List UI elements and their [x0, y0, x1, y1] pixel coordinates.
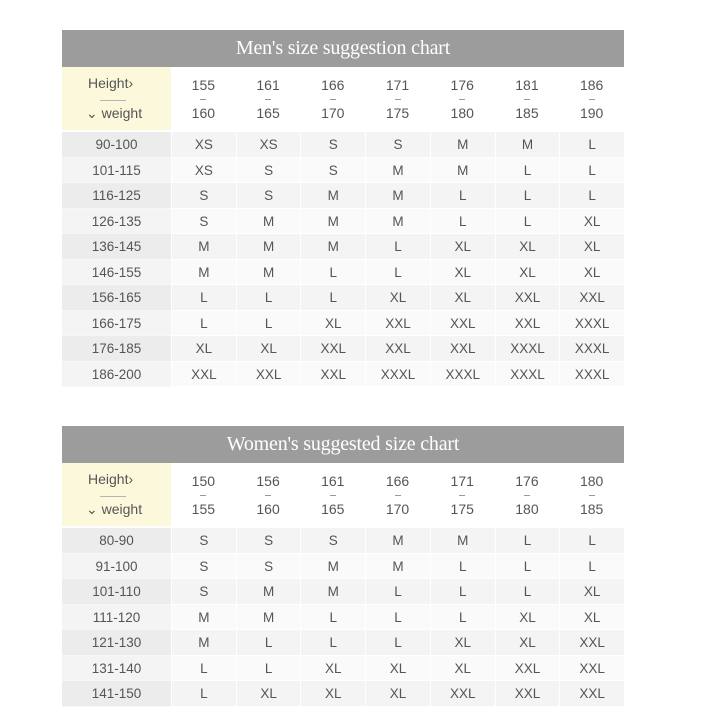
weight-range-cell: 80-90: [62, 528, 171, 554]
size-cell: XS: [171, 132, 236, 158]
height-range-header: [365, 67, 430, 130]
size-cell: XXXL: [559, 362, 624, 388]
size-cell: XXL: [430, 681, 495, 707]
height-range-to: 170: [385, 501, 410, 517]
size-cell: XXL: [430, 336, 495, 362]
table-row: [62, 630, 624, 656]
height-range-header: [559, 463, 624, 526]
size-cell: XL: [495, 605, 560, 631]
size-cell: S: [236, 528, 301, 554]
size-cell: M: [236, 209, 301, 235]
table-row: [62, 183, 624, 209]
size-cell: L: [430, 183, 495, 209]
range-dash: [200, 99, 206, 100]
weight-range-cell: 186-200: [62, 362, 171, 388]
size-cell: XXL: [559, 630, 624, 656]
size-cell: XXL: [495, 656, 560, 682]
size-cell: S: [171, 579, 236, 605]
table-row: [62, 605, 624, 631]
size-cell: XXL: [495, 285, 560, 311]
size-cell: S: [171, 209, 236, 235]
height-range-to: 165: [256, 105, 280, 121]
size-cell: L: [365, 630, 430, 656]
range-dash: [524, 99, 530, 100]
size-cell: M: [300, 183, 365, 209]
size-cell: XS: [236, 132, 301, 158]
table-row: [62, 528, 624, 554]
height-range-to: 180: [450, 105, 474, 121]
table-row: [62, 158, 624, 184]
height-range-header: [559, 67, 624, 130]
table-row: [62, 209, 624, 235]
range-dash: [330, 495, 336, 496]
height-range-from: 176: [515, 473, 539, 489]
size-cell: M: [171, 605, 236, 631]
size-cell: L: [171, 656, 236, 682]
range-dash: [395, 495, 401, 496]
weight-range-cell: 146-155: [62, 260, 171, 286]
size-cell: L: [495, 183, 560, 209]
chart-title: Women's suggested size chart: [62, 426, 624, 463]
size-cell: L: [430, 579, 495, 605]
size-cell: XL: [236, 336, 301, 362]
range-dash: [524, 495, 530, 496]
height-header-row: [62, 463, 624, 526]
size-cell: XXXL: [430, 362, 495, 388]
size-cell: L: [236, 656, 301, 682]
size-cell: L: [365, 260, 430, 286]
table-row: [62, 132, 624, 158]
size-cell: L: [559, 158, 624, 184]
size-cell: L: [236, 285, 301, 311]
size-cell: L: [236, 311, 301, 337]
height-range-from: 155: [191, 77, 216, 93]
size-cell: XL: [430, 260, 495, 286]
size-cell: S: [365, 132, 430, 158]
height-range-from: 171: [450, 473, 474, 489]
corner-divider: [100, 496, 126, 497]
table-row: [62, 260, 624, 286]
size-cell: L: [365, 579, 430, 605]
table-row: [62, 285, 624, 311]
size-cell: S: [236, 554, 301, 580]
size-cell: XL: [559, 605, 624, 631]
weight-range-cell: 176-185: [62, 336, 171, 362]
size-cell: S: [236, 158, 301, 184]
size-cell: M: [236, 579, 301, 605]
size-cell: L: [495, 554, 560, 580]
size-cell: XL: [300, 656, 365, 682]
range-dash: [200, 495, 206, 496]
size-cell: L: [300, 285, 365, 311]
height-range-from: 171: [385, 77, 410, 93]
size-cell: L: [495, 158, 560, 184]
size-cell: L: [365, 234, 430, 260]
height-range-header: [430, 67, 495, 130]
size-cell: XL: [300, 681, 365, 707]
height-range-header: [300, 463, 365, 526]
height-range-to: 160: [191, 105, 216, 121]
size-cell: XXL: [300, 362, 365, 388]
weight-range-cell: 101-115: [62, 158, 171, 184]
height-weight-corner: [62, 463, 171, 526]
size-cell: L: [300, 260, 365, 286]
weight-range-cell: 111-120: [62, 605, 171, 631]
weight-range-cell: 156-165: [62, 285, 171, 311]
height-range-from: 161: [256, 77, 280, 93]
size-cell: M: [300, 209, 365, 235]
weight-label: ⌄ weight: [86, 105, 143, 121]
size-cell: L: [559, 554, 624, 580]
size-cell: L: [495, 579, 560, 605]
size-cell: M: [365, 209, 430, 235]
weight-range-cell: 121-130: [62, 630, 171, 656]
table-row: [62, 234, 624, 260]
size-cell: M: [430, 132, 495, 158]
size-cell: S: [300, 132, 365, 158]
size-cell: L: [430, 209, 495, 235]
size-cell: M: [430, 528, 495, 554]
height-label: Height›: [88, 75, 134, 91]
size-cell: M: [495, 132, 560, 158]
size-cell: XL: [430, 656, 495, 682]
height-range-to: 185: [579, 501, 604, 517]
weight-range-cell: 141-150: [62, 681, 171, 707]
height-range-from: 186: [579, 77, 604, 93]
size-cell: M: [365, 183, 430, 209]
size-cell: XXXL: [559, 336, 624, 362]
women-size-chart: [62, 426, 624, 707]
weight-range-cell: 166-175: [62, 311, 171, 337]
height-range-from: 156: [256, 473, 280, 489]
height-label: Height›: [88, 471, 134, 487]
range-dash: [395, 99, 401, 100]
height-header-row: [62, 67, 624, 130]
size-cell: L: [171, 285, 236, 311]
range-dash: [265, 99, 271, 100]
size-cell: L: [559, 528, 624, 554]
size-cell: M: [300, 554, 365, 580]
size-cell: XL: [171, 336, 236, 362]
size-cell: L: [430, 554, 495, 580]
size-cell: XL: [430, 285, 495, 311]
weight-range-cell: 131-140: [62, 656, 171, 682]
height-range-from: 181: [515, 77, 539, 93]
size-cell: L: [171, 311, 236, 337]
height-range-header: [236, 463, 301, 526]
size-cell: XL: [495, 630, 560, 656]
size-cell: XL: [236, 681, 301, 707]
weight-range-cell: 126-135: [62, 209, 171, 235]
size-cell: XL: [495, 234, 560, 260]
size-cell: S: [171, 554, 236, 580]
height-weight-corner: [62, 67, 171, 130]
size-cell: M: [365, 528, 430, 554]
size-cell: XXL: [495, 681, 560, 707]
height-range-to: 185: [515, 105, 539, 121]
weight-range-cell: 116-125: [62, 183, 171, 209]
table-row: [62, 554, 624, 580]
height-range-from: 161: [321, 473, 345, 489]
table-row: [62, 311, 624, 337]
range-dash: [330, 99, 336, 100]
range-dash: [459, 99, 465, 100]
size-cell: L: [495, 528, 560, 554]
height-range-to: 175: [450, 501, 474, 517]
height-range-to: 175: [385, 105, 410, 121]
height-range-header: [300, 67, 365, 130]
size-cell: XL: [365, 681, 430, 707]
size-cell: XXL: [495, 311, 560, 337]
size-cell: XXL: [559, 681, 624, 707]
height-range-to: 165: [321, 501, 345, 517]
size-cell: XS: [171, 158, 236, 184]
height-range-to: 180: [515, 501, 539, 517]
height-range-header: [365, 463, 430, 526]
height-range-from: 166: [321, 77, 345, 93]
table-row: [62, 681, 624, 707]
size-cell: XL: [559, 260, 624, 286]
size-rows: [62, 528, 624, 707]
men-size-chart: [62, 30, 624, 387]
height-range-to: 170: [321, 105, 345, 121]
size-cell: XL: [430, 234, 495, 260]
height-range-from: 150: [191, 473, 216, 489]
size-cell: XL: [300, 311, 365, 337]
size-cell: S: [171, 528, 236, 554]
weight-range-cell: 90-100: [62, 132, 171, 158]
size-cell: M: [236, 605, 301, 631]
size-cell: XL: [559, 579, 624, 605]
size-cell: XL: [559, 209, 624, 235]
size-cell: XXL: [559, 656, 624, 682]
size-cell: XL: [495, 260, 560, 286]
height-range-header: [236, 67, 301, 130]
size-cell: L: [559, 132, 624, 158]
size-cell: M: [430, 158, 495, 184]
table-row: [62, 656, 624, 682]
size-cell: XXL: [236, 362, 301, 388]
size-cell: L: [559, 183, 624, 209]
size-cell: M: [300, 579, 365, 605]
weight-range-cell: 136-145: [62, 234, 171, 260]
size-cell: XL: [559, 234, 624, 260]
height-range-header: [171, 67, 236, 130]
size-cell: L: [300, 605, 365, 631]
size-cell: L: [430, 605, 495, 631]
size-cell: XXL: [365, 311, 430, 337]
weight-label: ⌄ weight: [86, 501, 143, 517]
height-range-to: 155: [191, 501, 216, 517]
size-cell: L: [236, 630, 301, 656]
size-cell: L: [171, 681, 236, 707]
size-cell: M: [171, 260, 236, 286]
table-row: [62, 336, 624, 362]
range-dash: [459, 495, 465, 496]
size-cell: M: [300, 234, 365, 260]
size-cell: S: [300, 528, 365, 554]
height-range-from: 180: [579, 473, 604, 489]
size-cell: XXXL: [495, 362, 560, 388]
size-cell: L: [300, 630, 365, 656]
size-cell: XXL: [171, 362, 236, 388]
size-cell: M: [236, 260, 301, 286]
size-cell: XXXL: [365, 362, 430, 388]
size-cell: M: [236, 234, 301, 260]
height-range-to: 190: [579, 105, 604, 121]
size-cell: M: [365, 554, 430, 580]
size-cell: S: [300, 158, 365, 184]
table-row: [62, 579, 624, 605]
size-cell: S: [236, 183, 301, 209]
size-cell: S: [171, 183, 236, 209]
range-dash: [265, 495, 271, 496]
weight-range-cell: 101-110: [62, 579, 171, 605]
chart-title: Men's size suggestion chart: [62, 30, 624, 67]
height-range-header: [171, 463, 236, 526]
size-cell: XXL: [559, 285, 624, 311]
size-cell: XXXL: [559, 311, 624, 337]
range-dash: [589, 495, 595, 496]
height-range-header: [495, 463, 560, 526]
corner-divider: [100, 100, 126, 101]
size-cell: M: [171, 234, 236, 260]
height-range-header: [430, 463, 495, 526]
size-cell: M: [171, 630, 236, 656]
size-cell: XL: [430, 630, 495, 656]
height-range-from: 176: [450, 77, 474, 93]
size-cell: XXL: [430, 311, 495, 337]
size-rows: [62, 132, 624, 387]
size-cell: XXL: [300, 336, 365, 362]
size-cell: XXL: [365, 336, 430, 362]
range-dash: [589, 99, 595, 100]
size-cell: L: [495, 209, 560, 235]
table-row: [62, 362, 624, 388]
height-range-header: [495, 67, 560, 130]
size-cell: XL: [365, 656, 430, 682]
size-cell: XXXL: [495, 336, 560, 362]
size-cell: XL: [365, 285, 430, 311]
weight-range-cell: 91-100: [62, 554, 171, 580]
height-range-to: 160: [256, 501, 280, 517]
size-cell: L: [365, 605, 430, 631]
height-range-from: 166: [385, 473, 410, 489]
size-cell: M: [365, 158, 430, 184]
